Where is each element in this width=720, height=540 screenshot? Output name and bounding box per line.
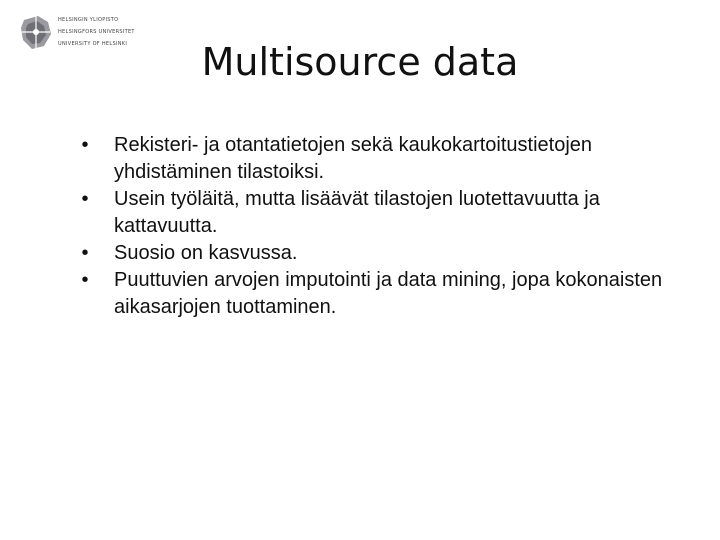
logo-text-en: UNIVERSITY OF HELSINKI	[58, 41, 128, 47]
bullet-list	[78, 132, 688, 321]
bullet-text: Usein työläitä, mutta lisäävät tilastojen luotettavuutta ja kattavuutta.	[114, 188, 600, 237]
slide-title: Multisource data	[201, 40, 519, 84]
bullet-item	[78, 267, 688, 321]
bullet-text: Puuttuvien arvojen imputointi ja data mining, jopa kokonaisten aikasarjojen tuottaminen.	[114, 269, 663, 318]
logo-text-fi: HELSINGIN YLIOPISTO	[58, 17, 119, 23]
bullet-item	[78, 132, 688, 186]
bullet-icon: •	[81, 188, 89, 210]
bullet-icon: •	[81, 134, 89, 156]
bullet-item	[78, 186, 688, 240]
bullet-text: Rekisteri- ja otantatietojen sekä kaukokartoitustietojen yhdistäminen tilastoiksi.	[114, 134, 593, 183]
bullet-text: Suosio on kasvussa.	[114, 242, 298, 264]
logo-text-sv: HELSINGFORS UNIVERSITET	[58, 29, 135, 35]
bullet-icon: •	[81, 269, 89, 291]
bullet-icon: •	[81, 242, 89, 264]
bullet-item	[78, 240, 688, 267]
